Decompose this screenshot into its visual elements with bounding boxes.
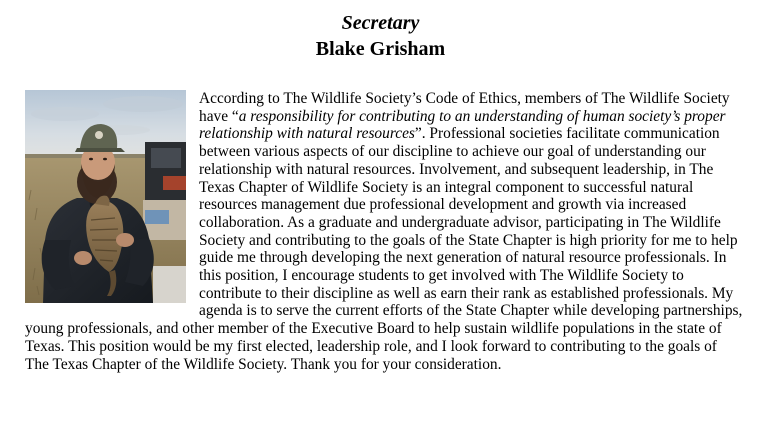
statement-body (25, 90, 743, 373)
statement-continuation: ”. Professional societies facilitate communication between various aspects of our discipline to achieve our goal of understanding our relationship with natural resources. Involvement, and subsequent leadership, in The Texas Chapter of Wildlife Society is an integral component to successful natural resources management due professional development and growth via increased collaboration. As a graduate and undergraduate advisor, participating in The Wildlife Society and contributing to the goals of the State Chapter is high priority for me to help guide me through developing the next generation of natural resource professionals. In this position, I encourage students to get involved with The Wildlife Society to contribute to their discipline as well as earn their rank as established professionals. My agenda is to serve the current efforts of the State Chapter while developing partnerships, young professionals, and other member of the Executive Board to help sustain wildlife populations in the state of Texas. This position would be my first elected, leadership role, and I look forward to contributing to the goals of The Texas Chapter of the Wildlife Society. Thank you for your consideration. (25, 125, 743, 373)
candidate-photo (25, 90, 186, 303)
ethics-quote: a responsibility for contributing to an understanding of human society’s proper relationship with natural resources (199, 107, 726, 143)
position-title: Secretary (341, 12, 420, 34)
candidate-name: Blake Grisham (315, 38, 446, 60)
statement-intro: According to The Wildlife Society’s Code of Ethics, members of The Wildlife Society have “ (199, 90, 730, 125)
